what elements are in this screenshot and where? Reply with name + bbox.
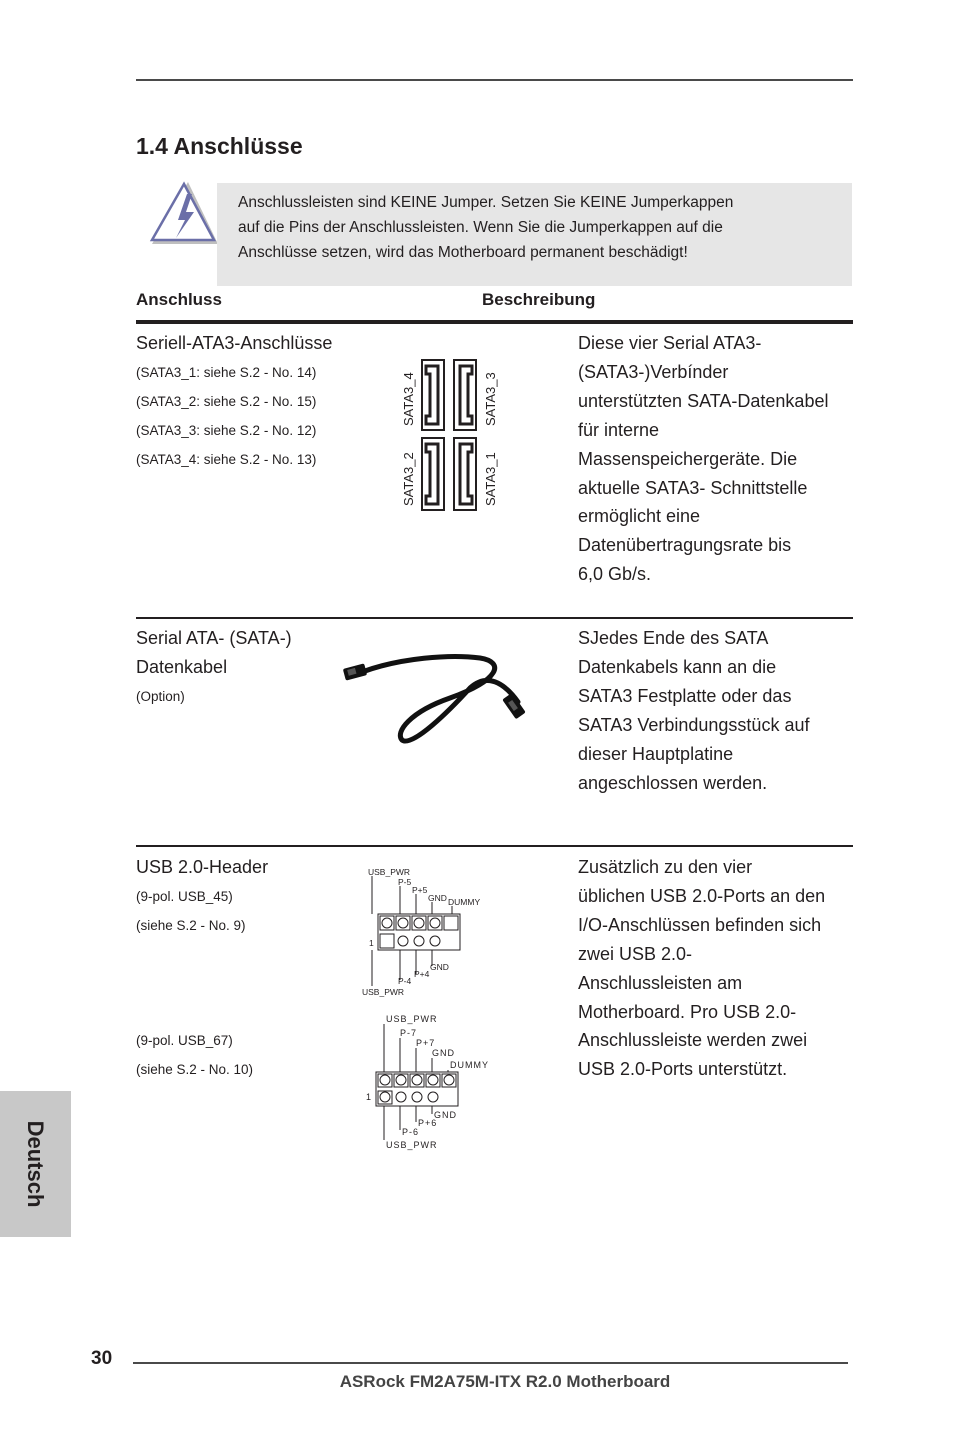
sata-cable-description [578,624,853,797]
usb-details-a [136,882,246,940]
desc-line: Diese vier Serial ATA3- [578,333,762,353]
usb-title: USB 2.0-Header [136,857,269,877]
desc-line: Anschlussleiste werden zwei [578,1030,808,1051]
sata3-4-label: SATA3_4 [401,372,416,426]
usb-pwr-label: USB_PWR [386,1140,438,1150]
sata-cable-image [340,640,530,750]
sata3-2-connector [422,438,444,510]
sata-cable-option: (Option) [136,689,185,704]
sata-details [136,358,316,474]
gnd-label: GND [430,962,449,972]
desc-line: Massenspeichergeräte. Die [578,448,798,469]
pin-label: P-4 [398,976,412,986]
sata-detail: (SATA3_4: siehe S.2 - No. 13) [136,452,317,467]
column-header-connector: Anschluss [136,290,222,309]
title-line: Serial ATA- (SATA-) [136,628,292,648]
desc-line: üblichen USB 2.0-Ports an den [578,885,826,906]
desc-line: zwei USB 2.0- [578,943,693,964]
usb45-header-diagram [362,866,492,1000]
sata-detail: (SATA3_2: siehe S.2 - No. 15) [136,394,317,409]
page-number: 30 [91,1348,113,1369]
dummy-label: DUMMY [450,1060,489,1070]
row-divider [136,617,853,619]
usb-pwr-label: USB_PWR [386,1014,438,1024]
note-line: auf die Pins der Anschlussleisten. Wenn Sie die Jumperkappen auf die [238,219,723,236]
usb-details-b [136,1026,253,1084]
note-line: Anschlussleisten sind KEINE Jumper. Setzen Sie KEINE Jumperkappen [238,194,734,211]
sata3-2-label: SATA3_2 [401,452,416,506]
footer-title: ASRock FM2A75M-ITX R2.0 Motherboard [339,1372,671,1391]
pin-label: P+6 [418,1118,438,1128]
desc-line: USB 2.0-Ports unterstützt. [578,1059,788,1080]
usb-description [578,853,853,1084]
desc-line: 6,0 Gb/s. [578,564,652,585]
section-title: 1.4 Anschlüsse [136,133,303,159]
pin-label: P-5 [398,877,412,887]
sata3-3-label: SATA3_3 [483,372,498,426]
desc-line: angeschlossen werden. [578,772,768,793]
pin1-label: 1 [369,938,374,948]
usb-detail: (siehe S.2 - No. 10) [136,1062,254,1077]
sata-detail: (SATA3_3: siehe S.2 - No. 12) [136,423,317,438]
warning-note-text [238,190,828,265]
dummy-label: DUMMY [448,897,481,907]
desc-line: Datenübertragungsrate bis [578,535,792,556]
usb67-header-diagram [362,1010,502,1154]
usb-pwr-label: USB_PWR [368,867,411,877]
desc-line: dieser Hauptplatine [578,743,734,764]
usb-detail: (siehe S.2 - No. 9) [136,918,246,933]
gnd-label: GND [428,893,447,903]
desc-line: SJedes Ende des SATA [578,628,769,648]
pin1-label: 1 [366,1092,373,1102]
usb-detail: (9-pol. USB_67) [136,1033,233,1048]
usb-pwr-label: USB_PWR [362,987,405,997]
gnd-label: GND [432,1048,455,1058]
desc-line: ermöglicht eine [578,506,701,527]
sata3-1-connector [454,438,476,510]
pin-label: P-6 [402,1127,420,1137]
warning-icon [148,180,220,248]
pin-label: P+7 [416,1038,436,1048]
gnd-label: GND [434,1110,457,1120]
desc-line: unterstützten SATA-Datenkabel [578,390,829,411]
desc-line: SATA3 Festplatte oder das [578,685,792,706]
note-line: Anschlüsse setzen, wird das Motherboard permanent beschädigt! [238,244,688,261]
language-tab-label: Deutsch [23,1120,48,1208]
footer-rule [133,1362,848,1364]
top-rule [136,79,853,81]
sata3-4-connector [422,360,444,430]
desc-line: Anschlussleisten am [578,972,743,993]
pin-label: P+5 [412,885,428,895]
sata3-3-connector [454,360,476,430]
column-header-description: Beschreibung [482,290,596,309]
title-line: Datenkabel [136,657,228,677]
header-rule [136,320,853,324]
sata3-1-label: SATA3_1 [483,452,498,506]
pin-label: P-7 [400,1028,418,1038]
usb-detail: (9-pol. USB_45) [136,889,233,904]
row-divider [136,845,853,847]
desc-line: Motherboard. Pro USB 2.0- [578,1001,797,1022]
sata-cable-title [136,624,292,682]
desc-line: (SATA3-)Verbínder [578,361,729,382]
sata-description [578,329,853,589]
desc-line: aktuelle SATA3- Schnittstelle [578,477,808,498]
sata-connectors-diagram [394,356,504,514]
desc-line: I/O-Anschlüssen befinden sich [578,914,822,935]
desc-line: für interne [578,419,660,440]
sata-title: Seriell-ATA3-Anschlüsse [136,333,333,353]
desc-line: Datenkabels kann an die [578,656,777,677]
sata-detail: (SATA3_1: siehe S.2 - No. 14) [136,365,317,380]
desc-line: SATA3 Verbindungsstück auf [578,714,810,735]
desc-line: Zusätzlich zu den vier [578,857,753,877]
pin-label: P+4 [414,969,430,979]
